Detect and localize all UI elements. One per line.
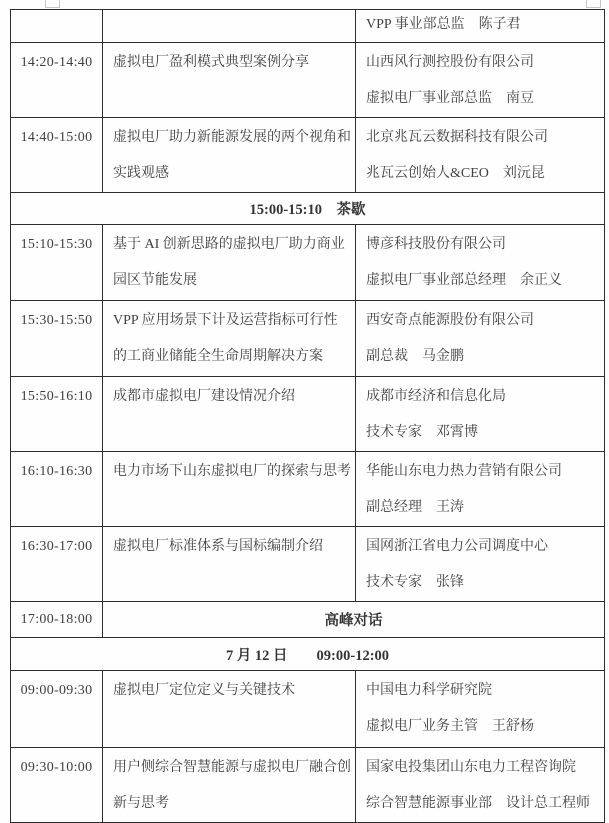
date-header-label: 7 月 12 日 09:00-12:00 xyxy=(11,638,605,671)
agenda-row xyxy=(11,748,605,823)
agenda-row xyxy=(11,118,605,193)
agenda-row xyxy=(11,43,605,118)
speaker-role-name: 技术专家 邓霄博 xyxy=(366,425,478,440)
speaker-cell xyxy=(356,118,605,193)
speaker-cell xyxy=(356,527,605,602)
page-crop-artifact-right xyxy=(586,0,601,8)
time-cell: 14:40-15:00 xyxy=(11,118,103,193)
time-cell: 15:10-15:30 xyxy=(11,225,103,301)
time-cell: 16:10-16:30 xyxy=(11,452,103,527)
time-cell: 15:30-15:50 xyxy=(11,301,103,377)
agenda-row xyxy=(11,671,605,748)
time-cell: 09:30-10:00 xyxy=(11,748,103,823)
agenda-row-continuation xyxy=(11,10,605,43)
tea-break-label: 15:00-15:10 茶歇 xyxy=(11,193,605,225)
topic-cell: VPP 应用场景下计及运营指标可行性的工商业储能全生命周期解决方案 xyxy=(103,301,356,377)
agenda-row xyxy=(11,225,605,301)
speaker-role-name: 技术专家 张锋 xyxy=(366,575,464,590)
speaker-role-name: VPP 事业部总监 陈子君 xyxy=(366,17,521,32)
speaker-org: 国家电投集团山东电力工程咨询院 xyxy=(366,760,576,775)
topic-cell: 电力市场下山东虚拟电厂的探索与思考 xyxy=(103,452,356,527)
agenda-row xyxy=(11,527,605,602)
topic-cell: 成都市虚拟电厂建设情况介绍 xyxy=(103,377,356,452)
speaker-role-name: 综合智慧能源事业部 设计总工程师 xyxy=(366,796,590,811)
speaker-org: 博彦科技股份有限公司 xyxy=(366,237,506,252)
time-cell: 14:20-14:40 xyxy=(11,43,103,118)
speaker-org: 华能山东电力热力营销有限公司 xyxy=(366,464,562,479)
topic-cell: 虚拟电厂助力新能源发展的两个视角和实践观感 xyxy=(103,118,356,193)
speaker-cell xyxy=(356,225,605,301)
time-cell: 09:00-09:30 xyxy=(11,671,103,748)
speaker-org: 北京兆瓦云数据科技有限公司 xyxy=(366,130,548,145)
agenda-row xyxy=(11,377,605,452)
speaker-org: 成都市经济和信息化局 xyxy=(366,389,506,404)
speaker-cell xyxy=(356,10,605,43)
speaker-role-name: 兆瓦云创始人&CEO 刘沅昆 xyxy=(366,166,545,181)
summit-dialogue-label: 高峰对话 xyxy=(103,602,605,638)
tea-break-row xyxy=(11,193,605,225)
topic-cell: 基于 AI 创新思路的虚拟电厂助力商业园区节能发展 xyxy=(103,225,356,301)
agenda-table xyxy=(10,9,605,823)
speaker-cell xyxy=(356,452,605,527)
topic-cell: 虚拟电厂盈利模式典型案例分享 xyxy=(103,43,356,118)
speaker-role-name: 虚拟电厂事业部总经理 余正义 xyxy=(366,273,562,288)
agenda-row xyxy=(11,452,605,527)
topic-cell xyxy=(103,10,356,43)
agenda-row xyxy=(11,301,605,377)
speaker-cell xyxy=(356,377,605,452)
topic-cell: 虚拟电厂标准体系与国标编制介绍 xyxy=(103,527,356,602)
topic-cell: 用户侧综合智慧能源与虚拟电厂融合创新与思考 xyxy=(103,748,356,823)
time-cell: 16:30-17:00 xyxy=(11,527,103,602)
page-crop-artifact-left xyxy=(45,0,60,8)
time-cell xyxy=(11,10,103,43)
summit-dialogue-row xyxy=(11,602,605,638)
speaker-role-name: 副总裁 马金鹏 xyxy=(366,349,464,364)
speaker-cell xyxy=(356,301,605,377)
speaker-org: 山西风行测控股份有限公司 xyxy=(366,55,534,70)
speaker-role-name: 副总经理 王涛 xyxy=(366,500,464,515)
speaker-org: 国网浙江省电力公司调度中心 xyxy=(366,539,548,554)
time-cell: 17:00-18:00 xyxy=(11,602,103,638)
speaker-cell xyxy=(356,748,605,823)
topic-cell: 虚拟电厂定位定义与关键技术 xyxy=(103,671,356,748)
time-cell: 15:50-16:10 xyxy=(11,377,103,452)
date-header-row xyxy=(11,638,605,671)
speaker-cell xyxy=(356,43,605,118)
speaker-role-name: 虚拟电厂事业部总监 南豆 xyxy=(366,91,534,106)
speaker-role-name: 虚拟电厂业务主管 王舒杨 xyxy=(366,719,534,734)
speaker-cell xyxy=(356,671,605,748)
speaker-org: 西安奇点能源股份有限公司 xyxy=(366,313,534,328)
speaker-org: 中国电力科学研究院 xyxy=(366,683,492,698)
